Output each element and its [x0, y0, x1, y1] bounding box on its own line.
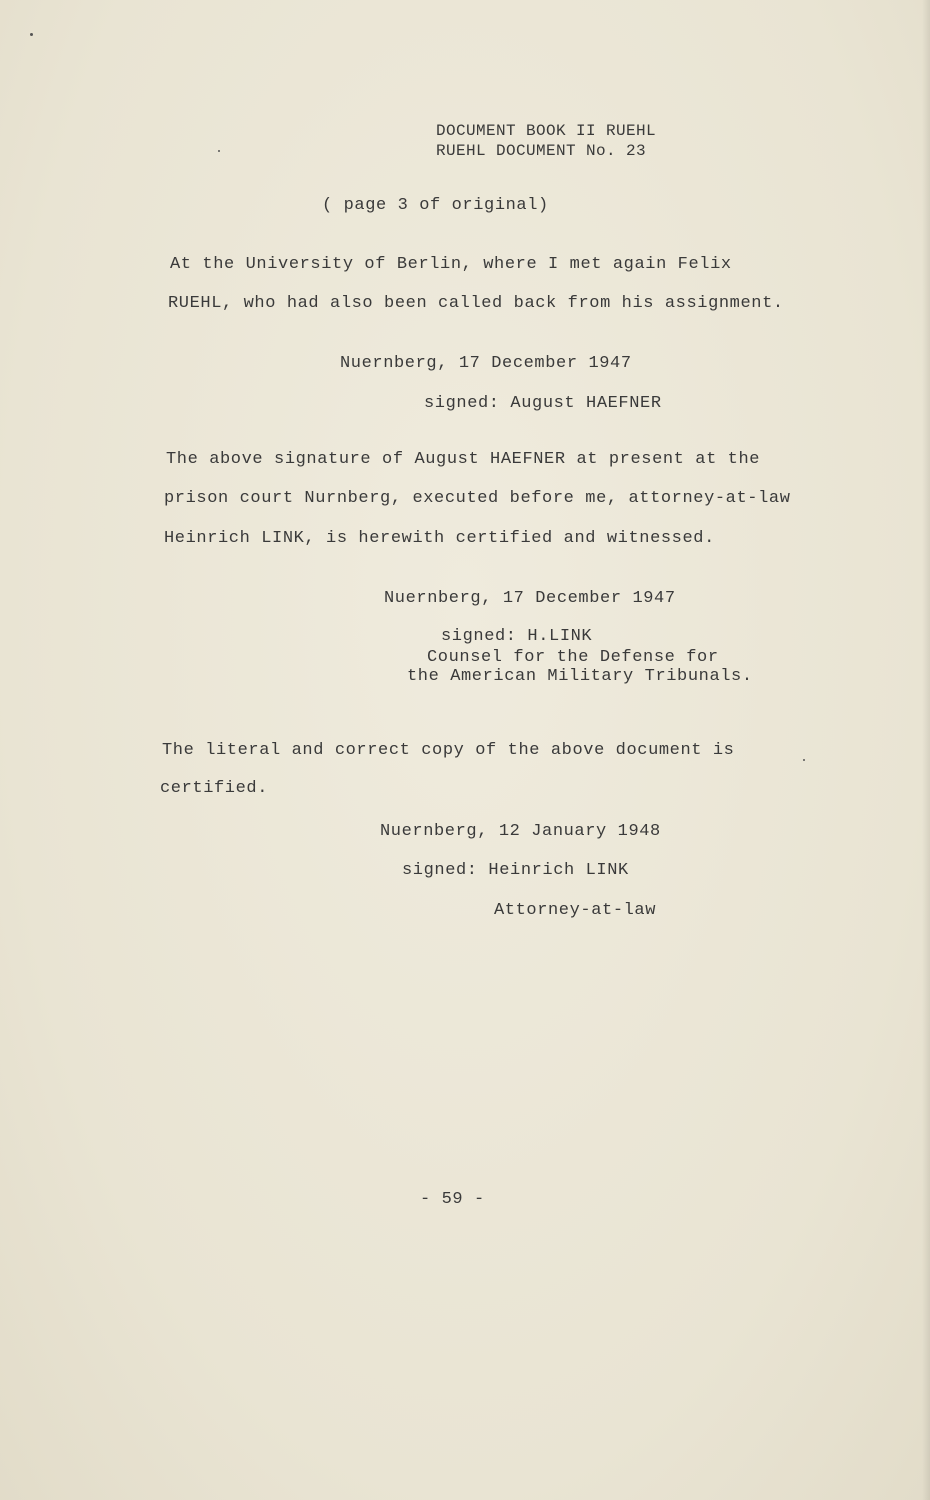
- signature-1-signed: signed: August HAEFNER: [424, 394, 662, 413]
- speck-mark: [30, 33, 33, 36]
- page-edge-shadow: [922, 0, 930, 1500]
- signature-3-place-date: Nuernberg, 12 January 1948: [380, 822, 661, 841]
- signature-2-title-line-1: Counsel for the Defense for: [427, 648, 719, 667]
- paragraph-3-line-1: The literal and correct copy of the above document is: [162, 741, 735, 760]
- page-number: - 59 -: [420, 1190, 485, 1209]
- paragraph-1-line-2: RUEHL, who had also been called back from his assignment.: [168, 294, 784, 313]
- speck-mark: [803, 759, 805, 761]
- paragraph-2-line-1: The above signature of August HAEFNER at present at the: [166, 450, 761, 469]
- signature-2-signed: signed: H.LINK: [441, 627, 593, 646]
- paragraph-3-line-2: certified.: [160, 779, 269, 798]
- signature-2-title-line-2: the American Military Tribunals.: [407, 667, 753, 686]
- paragraph-2-line-2: prison court Nurnberg, executed before me, attorney-at-law: [164, 489, 791, 508]
- document-number-header: RUEHL DOCUMENT No. 23: [436, 142, 647, 160]
- signature-2-place-date: Nuernberg, 17 December 1947: [384, 589, 676, 608]
- page-of-original-note: ( page 3 of original): [322, 196, 549, 215]
- speck-mark: [218, 150, 220, 152]
- paragraph-1-line-1: At the University of Berlin, where I met again Felix: [170, 255, 732, 274]
- signature-1-place-date: Nuernberg, 17 December 1947: [340, 354, 632, 373]
- document-book-header: DOCUMENT BOOK II RUEHL: [436, 122, 657, 140]
- signature-3-signed: signed: Heinrich LINK: [402, 861, 629, 880]
- signature-3-title: Attorney-at-law: [494, 901, 657, 920]
- paragraph-2-line-3: Heinrich LINK, is herewith certified and witnessed.: [164, 529, 715, 548]
